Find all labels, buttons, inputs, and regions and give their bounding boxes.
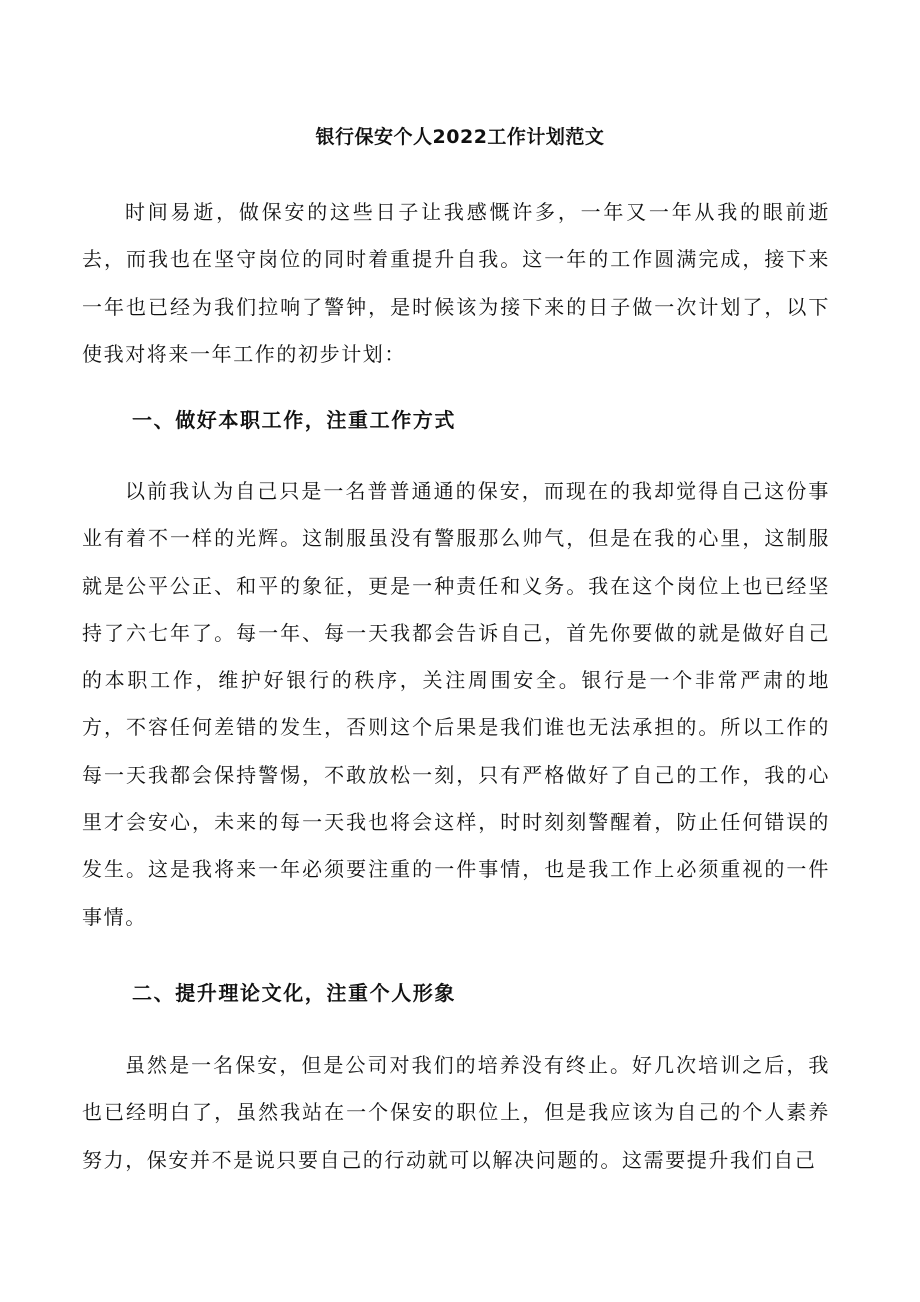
section-body-2: 虽然是一名保安，但是公司对我们的培养没有终止。好几次培训之后，我也已经明白了，虽然我站在一个保安的职位上，但是我应该为自己的个人素养努力，保安并不是说只要自己的行动就可以解决问题的。这需要提升我们自己: [82, 1053, 830, 1172]
section-heading-1: 一、做好本职工作，注重工作方式: [132, 408, 456, 432]
section-heading-2: 二、提升理论文化，注重个人形象: [132, 981, 456, 1005]
section-body-1: 以前我认为自己只是一名普普通通的保安，而现在的我却觉得自己这份事业有着不一样的光辉。这制服虽没有警服那么帅气，但是在我的心里，这制服就是公平公正、和平的象征，更是一种责任和义务。我在这个岗位上也已经坚持了六七年了。每一年、每一天我都会告诉自己，首先你要做的就是做好自己的本职工作，维护好银行的秩序，关注周围安全。银行是一个非常严肃的地方，不容任何差错的发生，否则这个后果是我们谁也无法承担的。所以工作的每一天我都会保持警惕，不敢放松一刻，只有严格做好了自己的工作，我的心里才会安心，未来的每一天我也将会这样，时时刻刻警醒着，防止任何错误的发生。这是我将来一年必须要注重的一件事情，也是我工作上必须重视的一件事情。: [82, 479, 830, 929]
intro-paragraph: 时间易逝，做保安的这些日子让我感慨许多，一年又一年从我的眼前逝去，而我也在坚守岗位的同时着重提升自我。这一年的工作圆满完成，接下来一年也已经为我们拉响了警钟，是时候该为接下来的日子做一次计划了，以下使我对将来一年工作的初步计划：: [82, 200, 830, 366]
document-title: 银行保安个人2022工作计划范文: [315, 126, 605, 148]
